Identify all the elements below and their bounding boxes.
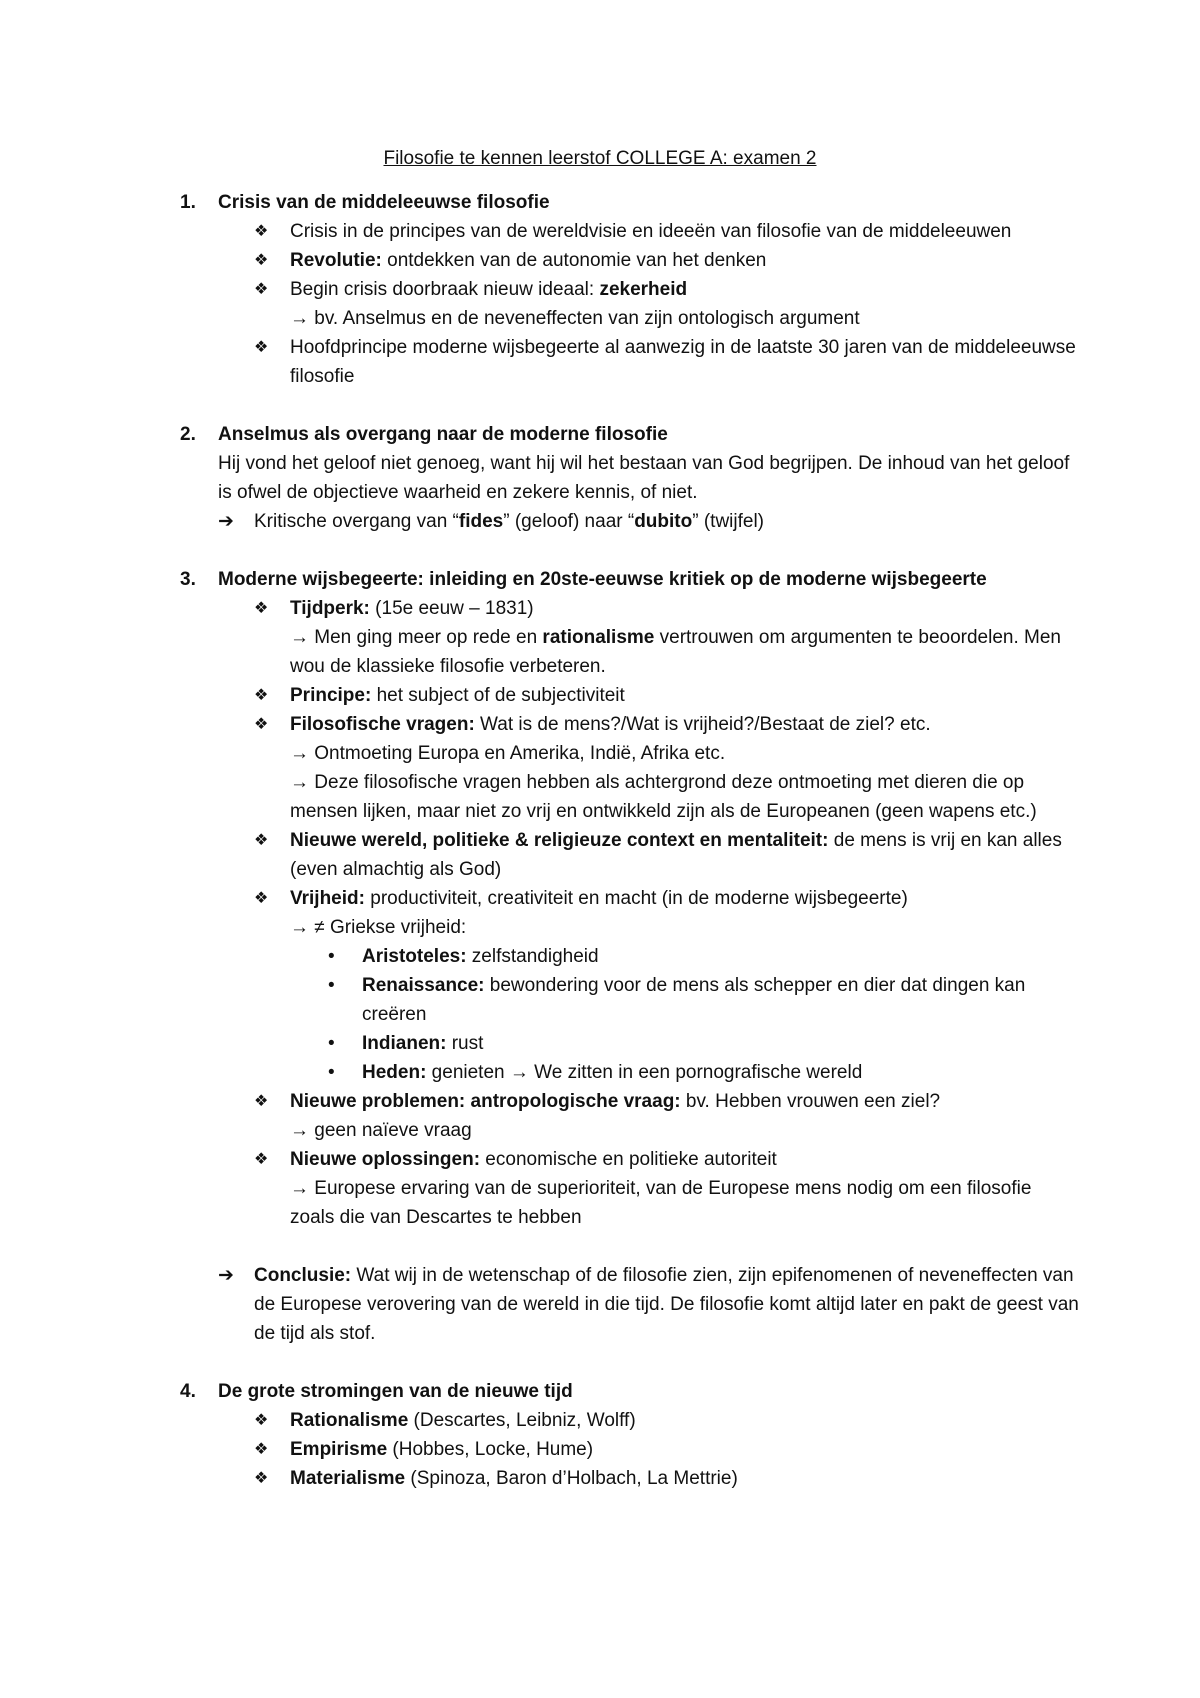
item-text: Wat is de mens?/Wat is vrijheid?/Bestaat de ziel? etc. xyxy=(474,714,931,735)
item-text: de mens is vrij en kan alles (even almachtig als God) xyxy=(290,830,1062,880)
section-heading xyxy=(180,1377,1080,1406)
list-item xyxy=(180,710,1080,739)
item-text: ” (twijfel) xyxy=(692,511,765,532)
section-heading xyxy=(180,420,1080,449)
list-item xyxy=(180,1464,1080,1493)
list-item xyxy=(180,275,1080,304)
sub-note: → geen naïeve vraag xyxy=(290,1120,472,1141)
sub-note: → Ontmoeting Europa en Amerika, Indië, Afrika etc. xyxy=(290,743,726,764)
diamond-bullet-icon: ❖ xyxy=(254,1151,269,1168)
item-text: (Descartes, Leibniz, Wolff) xyxy=(408,1410,636,1431)
sub-note: → Deze filosofische vragen hebben als achtergrond deze ontmoeting met dieren die op mensen lijken, maar niet zo vrij en ontwikkeld zijn als de Europeanen (geen wapens etc.) xyxy=(290,772,1037,822)
item-term: fides xyxy=(458,511,504,532)
item-text: het subject of de subjectiviteit xyxy=(371,685,625,706)
diamond-bullet-icon: ❖ xyxy=(254,832,269,849)
item-term: dubito xyxy=(634,511,693,532)
item-text: bv. Hebben vrouwen een ziel? xyxy=(680,1091,941,1112)
document-title: Filosofie te kennen leerstof COLLEGE A: examen 2 xyxy=(383,148,817,169)
list-item xyxy=(180,246,1080,275)
section-2 xyxy=(180,420,1080,536)
item-term: Aristoteles: xyxy=(362,946,467,967)
item-term: Renaissance: xyxy=(362,975,485,996)
list-item xyxy=(180,1406,1080,1435)
diamond-bullet-icon: ❖ xyxy=(254,1412,269,1429)
bullet-icon: • xyxy=(328,975,335,996)
spacer xyxy=(180,1232,1080,1261)
item-term: rationalisme xyxy=(542,627,655,648)
bullet-item xyxy=(180,1029,1080,1058)
diamond-bullet-icon: ❖ xyxy=(254,1441,269,1458)
item-term: Nieuwe wereld, politieke & religieuze context en mentaliteit: xyxy=(290,830,829,851)
item-term: Conclusie: xyxy=(254,1265,352,1286)
list-item xyxy=(180,826,1080,884)
item-text: Begin crisis doorbraak nieuw ideaal: xyxy=(290,279,600,300)
item-text: (Spinoza, Baron d’Holbach, La Mettrie) xyxy=(405,1468,738,1489)
diamond-bullet-icon: ❖ xyxy=(254,223,269,240)
item-text: bewondering voor de mens als schepper en dier dat dingen kan creëren xyxy=(362,975,1026,1025)
sub-note: → ≠ Griekse vrijheid: xyxy=(290,917,467,938)
item-term: Filosofische vragen: xyxy=(290,714,475,735)
bullet-icon: • xyxy=(328,1062,335,1083)
diamond-bullet-icon: ❖ xyxy=(254,1093,269,1110)
list-item xyxy=(180,681,1080,710)
item-term: Revolutie: xyxy=(290,250,382,271)
diamond-bullet-icon: ❖ xyxy=(254,600,269,617)
list-item xyxy=(180,1145,1080,1174)
item-term: Principe: xyxy=(290,685,372,706)
section-3 xyxy=(180,565,1080,1348)
diamond-bullet-icon: ❖ xyxy=(254,890,269,907)
section-4 xyxy=(180,1377,1080,1493)
bullet-item xyxy=(180,942,1080,971)
diamond-bullet-icon: ❖ xyxy=(254,1470,269,1487)
item-term: Nieuwe problemen: antropologische vraag: xyxy=(290,1091,681,1112)
diamond-bullet-icon: ❖ xyxy=(254,716,269,733)
paragraph: Hij vond het geloof niet genoeg, want hij wil het bestaan van God begrijpen. De inhoud van het geloof is ofwel de objectieve waarheid en zekere kennis, of niet. xyxy=(218,453,1070,503)
item-term: Nieuwe oplossingen: xyxy=(290,1149,481,1170)
document-body xyxy=(180,188,1080,1522)
diamond-bullet-icon: ❖ xyxy=(254,687,269,704)
item-text: Hoofdprincipe moderne wijsbegeerte al aanwezig in de laatste 30 jaren van de middeleeuwse filosofie xyxy=(290,337,1076,387)
item-text: Wat wij in de wetenschap of de filosofie zien, zijn epifenomenen of neveneffecten van de Europese verovering van de wereld in die tijd. De filosofie komt altijd later en pakt de geest van de tijd als stof. xyxy=(254,1265,1079,1344)
bullet-item xyxy=(180,971,1080,1029)
section-number: 1. xyxy=(180,192,196,213)
item-term: Materialisme xyxy=(290,1468,406,1489)
list-item xyxy=(180,1087,1080,1116)
list-item xyxy=(180,217,1080,246)
diamond-bullet-icon: ❖ xyxy=(254,339,269,356)
item-text: ontdekken van de autonomie van het denken xyxy=(381,250,767,271)
list-item xyxy=(180,884,1080,913)
list-item xyxy=(180,1435,1080,1464)
section-heading xyxy=(180,188,1080,217)
arrow-item xyxy=(180,507,1080,536)
sub-note: → bv. Anselmus en de neveneffecten van zijn ontologisch argument xyxy=(290,308,860,329)
section-heading-text: De grote stromingen van de nieuwe tijd xyxy=(218,1381,573,1402)
section-number: 4. xyxy=(180,1381,196,1402)
item-term: Vrijheid: xyxy=(290,888,365,909)
item-text: vertrouwen om argumenten te beoordelen. Men wou de klassieke filosofie verbeteren. xyxy=(290,627,1061,677)
item-text: Crisis in de principes van de wereldvisie en ideeën van filosofie van de middeleeuwen xyxy=(290,221,1012,242)
item-text: → Men ging meer op rede en xyxy=(290,627,543,648)
item-text: Kritische overgang van “ xyxy=(254,511,459,532)
section-number: 3. xyxy=(180,569,196,590)
section-heading-text: Moderne wijsbegeerte: inleiding en 20ste-eeuwse kritiek op de moderne wijsbegeerte xyxy=(218,569,987,590)
item-term: Heden: xyxy=(362,1062,427,1083)
item-text: ” (geloof) naar “ xyxy=(503,511,635,532)
sub-note xyxy=(180,623,1080,681)
section-1 xyxy=(180,188,1080,391)
item-text: rust xyxy=(446,1033,484,1054)
diamond-bullet-icon: ❖ xyxy=(254,281,269,298)
item-text: genieten → We zitten in een pornografische wereld xyxy=(426,1062,863,1083)
item-text: (15e eeuw – 1831) xyxy=(369,598,534,619)
item-term: Empirisme xyxy=(290,1439,388,1460)
section-heading xyxy=(180,565,1080,594)
item-term: Rationalisme xyxy=(290,1410,409,1431)
list-item xyxy=(180,594,1080,623)
item-term: Indianen: xyxy=(362,1033,447,1054)
item-term: zekerheid xyxy=(599,279,688,300)
diamond-bullet-icon: ❖ xyxy=(254,252,269,269)
section-heading-text: Anselmus als overgang naar de moderne filosofie xyxy=(218,424,668,445)
section-heading-text: Crisis van de middeleeuwse filosofie xyxy=(218,192,550,213)
arrow-right-icon: ➔ xyxy=(218,511,234,532)
section-number: 2. xyxy=(180,424,196,445)
item-term: Tijdperk: xyxy=(290,598,370,619)
bullet-icon: • xyxy=(328,946,335,967)
item-text: zelfstandigheid xyxy=(466,946,599,967)
list-item xyxy=(180,333,1080,391)
item-text: economische en politieke autoriteit xyxy=(480,1149,777,1170)
arrow-right-icon: ➔ xyxy=(218,1265,234,1286)
sub-note: → Europese ervaring van de superioriteit, van de Europese mens nodig om een filosofie zoals die van Descartes te hebben xyxy=(290,1178,1032,1228)
item-text: productiviteit, creativiteit en macht (in de moderne wijsbegeerte) xyxy=(364,888,908,909)
bullet-item xyxy=(180,1058,1080,1087)
bullet-icon: • xyxy=(328,1033,335,1054)
item-text: (Hobbes, Locke, Hume) xyxy=(387,1439,594,1460)
conclusion xyxy=(180,1261,1080,1348)
